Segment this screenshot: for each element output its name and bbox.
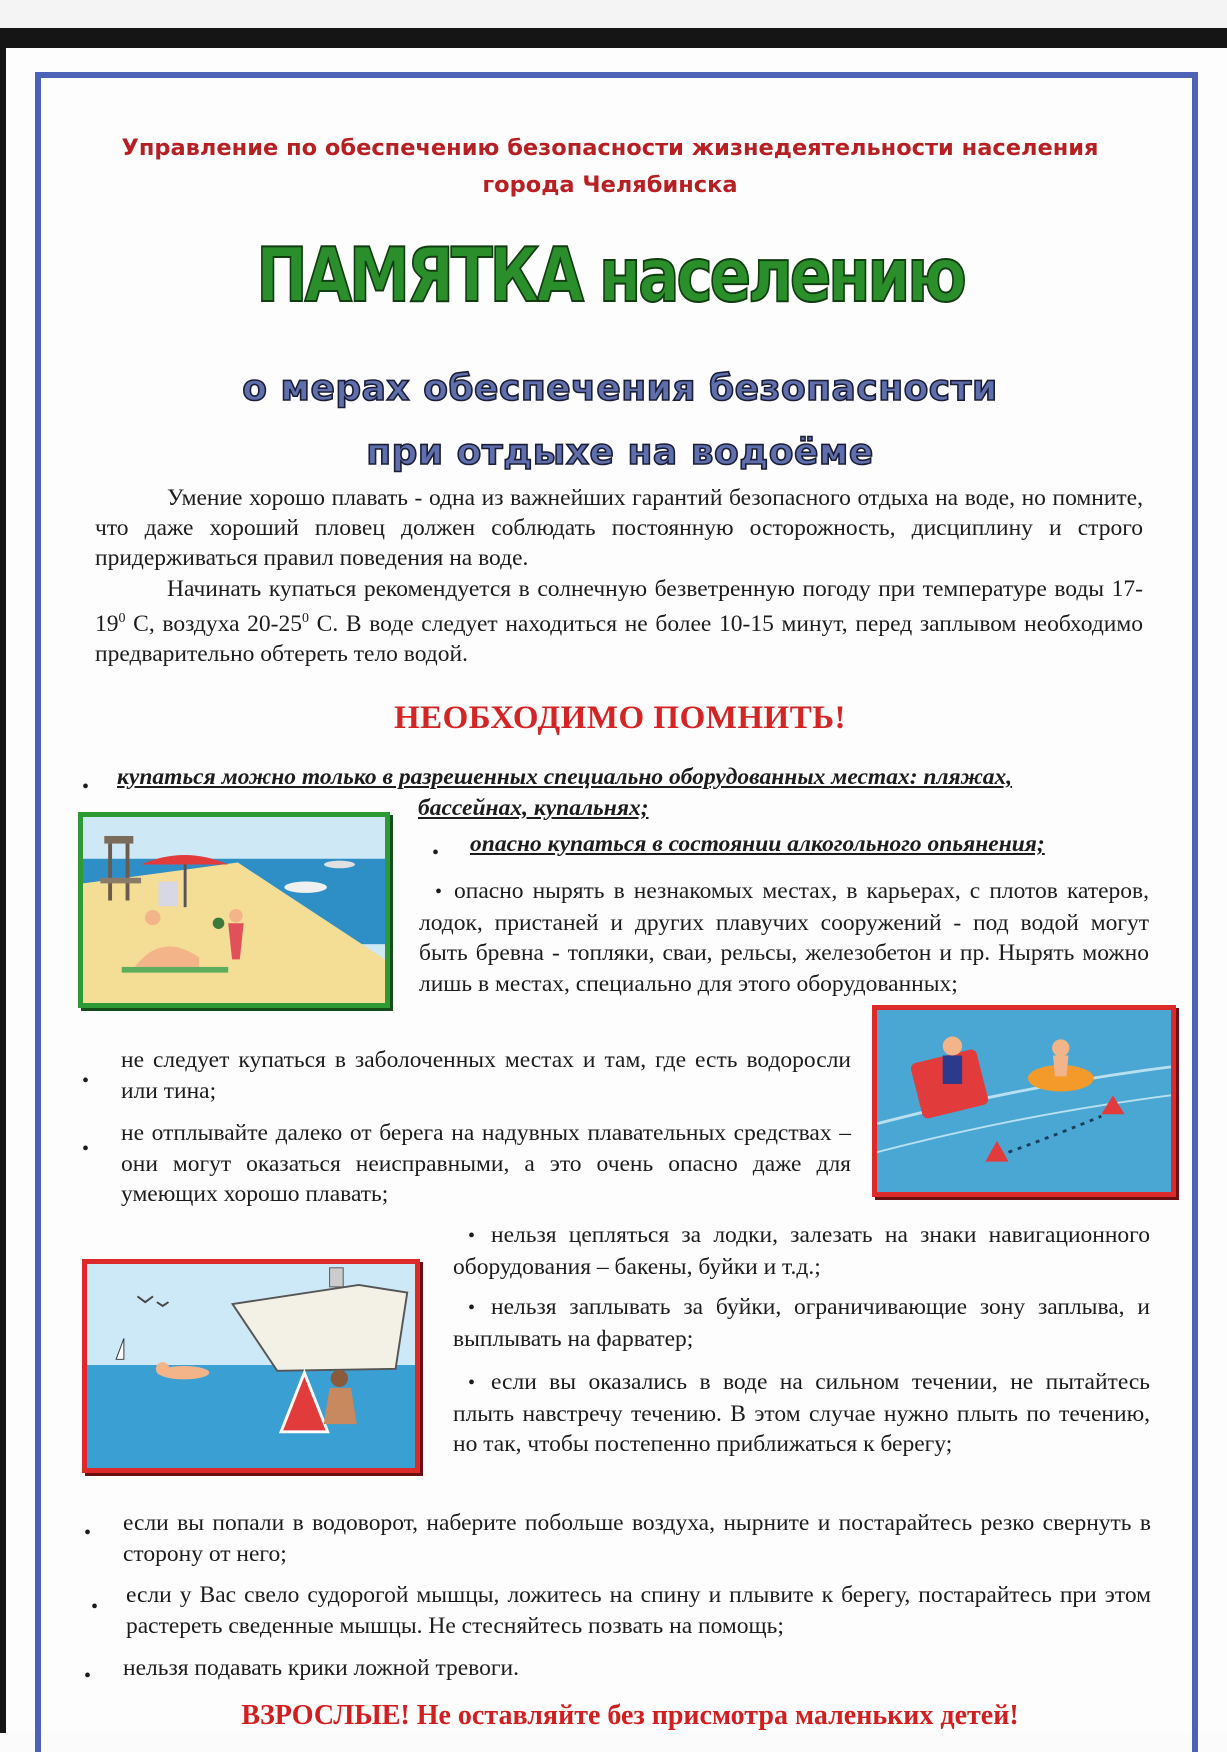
rule-10: если у Вас свело судорогой мышцы, ложитесь на спину и плывите к берегу, постарайтесь при этом растереть сведенные мышцы. Не стесняйтесь позвать на помощь; — [126, 1582, 1151, 1639]
inflatable-mattress-illustration — [872, 1005, 1176, 1197]
subtitle-line-1: о мерах обеспечения безопасности — [242, 368, 998, 409]
scan-top-margin — [0, 0, 1227, 28]
bullet: • — [82, 1070, 90, 1092]
rule-1-line-2: бассейнах, купальнях; — [418, 795, 649, 821]
bullet: • — [82, 1138, 90, 1160]
subtitle-line-2: при отдыхе на водоёме — [366, 432, 874, 473]
ship-swimmers-illustration — [82, 1259, 420, 1473]
rule-8: • если вы оказались в воде на сильном течении, не пытайтесь плыть навстречу течению. В этом случае нужно плыть по течению, но так, чтобы постепенно приближаться к берегу; — [453, 1369, 1150, 1457]
bullet: • — [432, 842, 440, 864]
remember-heading: НЕОБХОДИМО ПОМНИТЬ! — [393, 700, 847, 736]
organization-line-1: Управление по обеспечению безопасности жизнедеятельности населения — [121, 135, 1099, 161]
bullet: • — [84, 1665, 92, 1687]
rule-11: нельзя подавать крики ложной тревоги. — [123, 1655, 519, 1681]
bullet: • — [91, 1596, 99, 1618]
page-title: ПАМЯТКА населению — [256, 231, 964, 319]
rule-6: • нельзя цепляться за лодки, залезать на знаки навигационного оборудования – бакены, буйки и т.д.; — [453, 1222, 1150, 1280]
footer-warning: ВЗРОСЛЫЕ! Не оставляйте без присмотра маленьких детей! — [241, 1700, 1019, 1731]
bullet: • — [82, 776, 90, 798]
rule-2: опасно купаться в состоянии алкогольного опьянения; — [470, 831, 1045, 857]
rule-4: не следует купаться в заболоченных местах и там, где есть водоросли или тина; — [121, 1047, 851, 1104]
intro-paragraph-2: Начинать купаться рекомендуется в солнечную безветренную погоду при температуре воды $17-19^0$ С, воздуха $20-25^0$ С. В воде следует находиться не более 10-15 минут, перед заплывом необходимо предварительно обтереть тело водой. — [95, 576, 1143, 667]
organization-name — [100, 130, 1120, 204]
rule-1-line-1: купаться можно только в разрешенных специально оборудованных местах: пляжах, — [117, 764, 1013, 790]
beach-illustration — [78, 812, 390, 1008]
rule-7: • нельзя заплывать за буйки, ограничивающие зону заплыва, и выплывать на фарватер; — [453, 1294, 1150, 1352]
rule-5: не отплывайте далеко от берега на надувных плавательных средствах – они могут оказаться неисправными, а это очень опасно даже для умеющих хорошо плавать; — [121, 1120, 851, 1207]
rule-3: • опасно нырять в незнакомых местах, в карьерах, с плотов катеров, лодок, пристаней и других плавучих сооружений - под водой могут быть бревна - топляки, сваи, рельсы, железобетон и пр. Нырять можно лишь в местах, специально для этого оборудованных; — [419, 878, 1149, 997]
intro-paragraph-1: Умение хорошо плавать - одна из важнейших гарантий безопасного отдыха на воде, но помните, что даже хороший пловец должен соблюдать постоянную осторожность, дисциплину и строго придерживаться правил поведения на воде. — [95, 485, 1143, 571]
bullet: • — [84, 1522, 92, 1544]
organization-line-2: города Челябинска — [482, 172, 738, 198]
rule-9: если вы попали в водоворот, наберите побольше воздуха, нырните и постарайтесь резко свернуть в сторону от него; — [123, 1510, 1151, 1567]
scanner-edge — [0, 28, 1227, 48]
